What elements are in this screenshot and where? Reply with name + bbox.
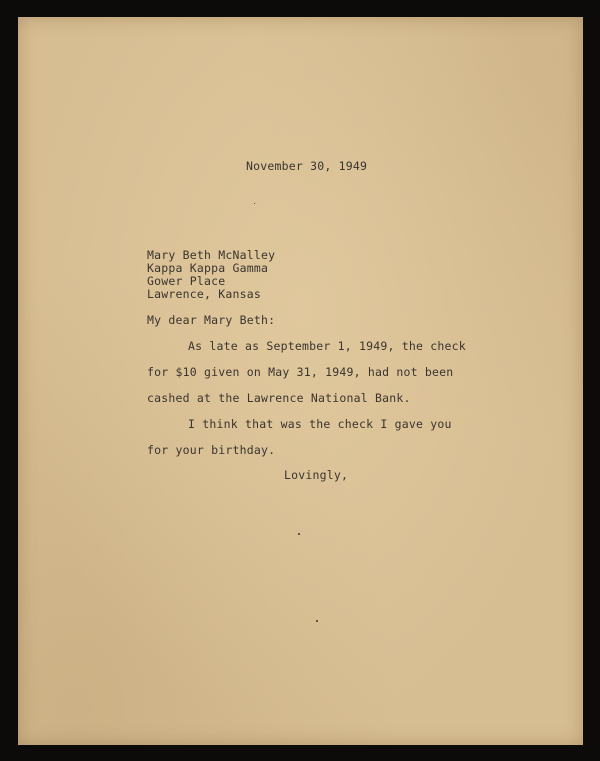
- body-paragraph-1-line-3: cashed at the Lawrence National Bank.: [147, 391, 411, 405]
- body-paragraph-2-line-1: I think that was the check I gave you: [188, 417, 452, 431]
- closing: Lovingly,: [284, 468, 349, 482]
- paper-speck: [254, 203, 255, 204]
- address-line-street: Gower Place: [147, 274, 226, 288]
- address-line-name: Mary Beth McNalley: [147, 248, 276, 262]
- body-paragraph-1-line-1: As late as September 1, 1949, the check: [188, 339, 466, 353]
- letter-date: November 30, 1949: [246, 159, 368, 173]
- body-paragraph-1-line-2: for $10 given on May 31, 1949, had not been: [147, 365, 454, 379]
- body-paragraph-2-line-2: for your birthday.: [147, 443, 276, 457]
- address-line-organization: Kappa Kappa Gamma: [147, 261, 269, 275]
- paper-speck: [316, 620, 318, 622]
- paper-speck: [298, 533, 300, 535]
- address-line-city: Lawrence, Kansas: [147, 287, 261, 301]
- salutation: My dear Mary Beth:: [147, 313, 276, 327]
- letter-page: [18, 17, 583, 745]
